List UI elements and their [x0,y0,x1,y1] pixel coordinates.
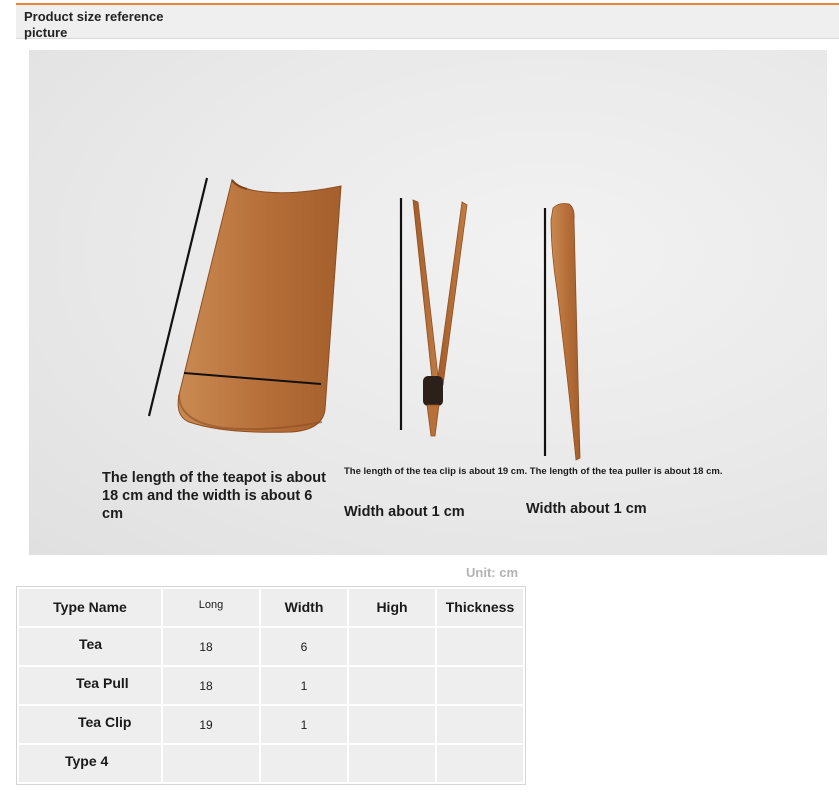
tea-clip-shape [413,200,467,436]
puller-width-caption: Width about 1 cm [526,501,647,517]
unit-label: Unit: cm [466,565,518,580]
teapot-caption: The length of the teapot is about 18 cm and the width is about 6 cm [102,470,326,522]
row-thickness [437,706,523,743]
page-title: Product size reference picture [24,9,164,40]
row-high [349,667,435,704]
tea-puller-shape [551,204,580,461]
table-row [19,706,523,743]
row-long: 18 [163,667,259,704]
row-name: Type 4 [19,745,161,782]
row-thickness [437,745,523,782]
clip-width-caption: Width about 1 cm [344,504,465,520]
page-header [16,3,839,39]
row-thickness [437,667,523,704]
header-long: Long [163,589,259,626]
table-header-row [19,589,523,626]
header-thickness: Thickness [437,589,523,626]
product-photo [29,50,827,555]
row-high [349,745,435,782]
row-width: 1 [261,706,347,743]
table-row [19,745,523,782]
row-name: Tea Pull [19,667,161,704]
header-width: Width [261,589,347,626]
row-width: 1 [261,667,347,704]
lengths-caption: The length of the tea clip is about 19 cm. The length of the tea puller is about 18 cm. [344,466,723,477]
row-thickness [437,628,523,665]
row-width [261,745,347,782]
header-high: High [349,589,435,626]
header-type-name: Type Name [19,589,161,626]
row-name: Tea [19,628,161,665]
row-high [349,628,435,665]
tea-holder-shape [178,180,341,432]
size-table [16,586,526,785]
row-long: 18 [163,628,259,665]
table-row [19,667,523,704]
row-long: 19 [163,706,259,743]
row-name: Tea Clip [19,706,161,743]
row-high [349,706,435,743]
row-long [163,745,259,782]
table-row [19,628,523,665]
row-width: 6 [261,628,347,665]
